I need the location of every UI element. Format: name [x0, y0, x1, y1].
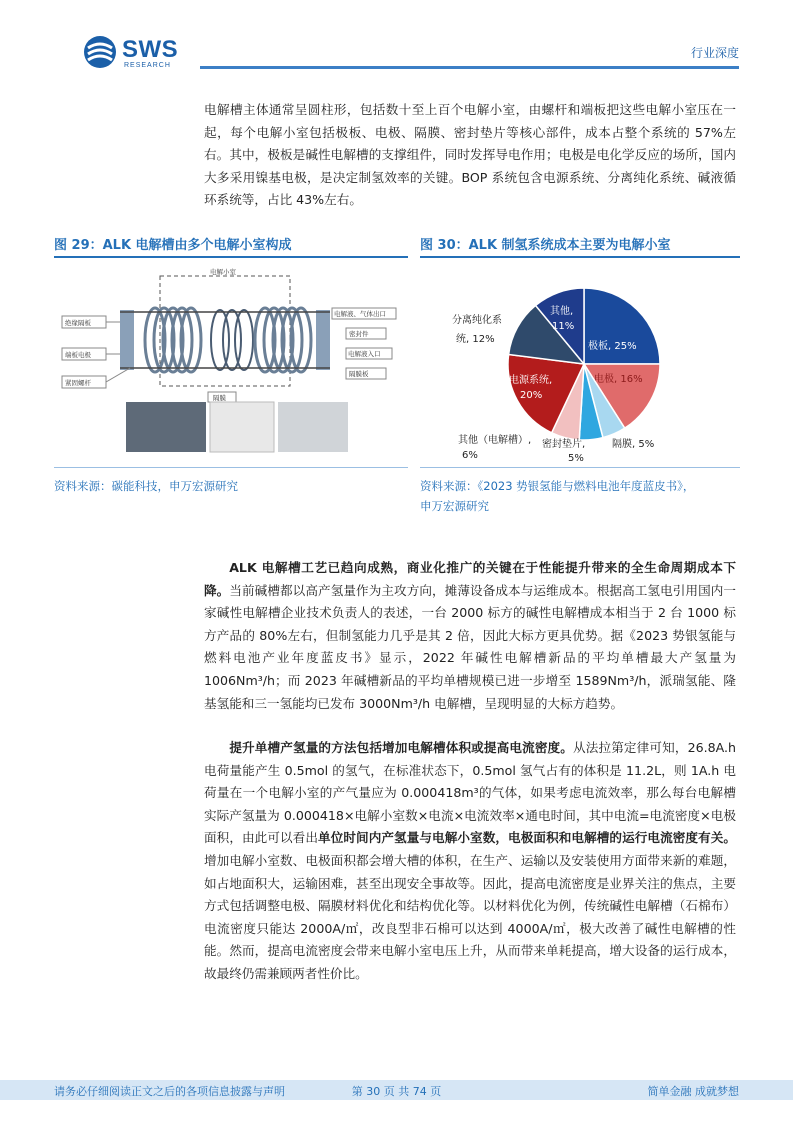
svg-text:隔膜板: 隔膜板	[349, 370, 369, 378]
slice-label-qita-djc-2: 6%	[462, 450, 478, 461]
footer-page-number: 第 30 页 共 74 页	[351, 1085, 442, 1098]
figure-29-bottom-rule	[54, 467, 408, 468]
sws-logo	[82, 34, 192, 74]
paragraph-current-density-lead: 提升单槽产氢量的方法包括增加电解槽体积或提高电流密度。	[229, 740, 574, 755]
svg-text:电解液入口: 电解液入口	[348, 350, 381, 358]
footer-slogan: 简单金融 成就梦想	[647, 1085, 739, 1098]
slice-label-jiban: 极板, 25%	[588, 341, 637, 352]
svg-text:密封件: 密封件	[349, 330, 369, 338]
stack-center	[211, 310, 253, 370]
figure-30-source	[420, 476, 720, 516]
sws-logo-icon	[82, 34, 118, 70]
slice-label-dianji: 电极, 16%	[594, 374, 643, 385]
report-category: 行业深度	[690, 46, 739, 60]
intro-paragraph: 电解槽主体通常呈圆柱形，包括数十至上百个电解小室，由螺杆和端板把这些电解小室压在一起，每个电解小室包括极板、电极、隔膜、密封垫片等核心部件，成本占整个系统的 57%左右。其中，极板是碱性电解槽的支撑组件，同时发挥导电作用；电极是电化学反应的场所，国内大多采用镍基电极，是决定制氢效率的关键。BOP 系统包含电源系统、分离纯化系统、碱液循环系统等，占比 43%左右。	[204, 102, 736, 208]
paragraph-current-density-emphasis: 单位时间内产氢量与电解小室数，电极面积和电解槽的运行电流密度有关。	[318, 830, 737, 846]
figure-29-title: 图 29：ALK 电解槽由多个电解小室构成	[54, 238, 292, 253]
svg-text:电解液、气体出口: 电解液、气体出口	[334, 310, 386, 318]
left-end-plate	[120, 310, 134, 370]
figure-29-source: 资料来源：碳能科技，申万宏源研究	[54, 479, 238, 493]
pie-slices	[508, 288, 660, 440]
svg-text:端板电极: 端板电极	[65, 351, 91, 359]
figure-30-source-line-2: 申万宏源研究	[420, 499, 489, 513]
cell-label: 电解小室	[210, 268, 236, 276]
paragraph-alk-maturity-lead: ALK 电解槽工艺已趋向成熟，商业化推广的关键在于性能提升带来的全生命周期成本下降。	[204, 560, 736, 598]
micro-image-center	[210, 402, 274, 452]
right-end-plate	[316, 310, 330, 370]
slice-label-mifeng-2: 5%	[568, 453, 584, 462]
figure-30-title: 图 30：ALK 制氢系统成本主要为电解小室	[420, 238, 671, 253]
figure-29-top-rule	[54, 256, 408, 258]
paragraph-alk-maturity-body: 当前碱槽都以高产氢量作为主攻方向，摊薄设备成本与运维成本。根据高工氢电引用国内一家碱性电解槽企业技术负责人的表述，一台 2000 标方的碱性电解槽成本相当于 2 台 1000 标方产品的 80%左右，但制氢能力几乎是其 2 倍，因此大标方更具优势。据《2023 势银氢能与燃料电池产业年度蓝皮书》显示，2022 年碱性电解槽新品的平均单槽最大产氢量为 1006Nm³/h；而 2023 年碱槽新品的平均单槽规模已进一步增至 1589Nm³/h，派瑞氢能、隆基氢能和三一氢能均已发布 3000Nm³/h 电解槽，呈现明显的大标方趋势。	[204, 582, 737, 711]
cost-pie-chart	[420, 262, 740, 462]
figure-30-top-rule	[420, 256, 740, 258]
paragraph-current-density-body-2: 增加电解小室数、电极面积都会增大槽的体积，在生产、运输以及安装使用方面带来新的难题，如占地面积大，运输困难，甚至出现安全事故等。因此，提高电流密度是业界关注的焦点，主要方式包括调整电极、隔膜材料优化和结构优化等。以材料优化为例，传统碱性电解槽（石棉布）电流密度只能达 2000A/㎡，改良型非石棉可以达到 4000A/㎡，极大改善了碱性电解槽的性能。然而，提高电流密度会带来电解小室电压上升，从而带来单耗提高，增大设备的运行成本，故最终仍需兼顾两者性价比。	[204, 852, 736, 981]
micro-image-left	[126, 402, 206, 452]
slice-label-qita-2: 11%	[552, 321, 575, 332]
figure-30-source-line-1: 资料来源：《2023 势银氢能与燃料电池年度蓝皮书》，	[420, 479, 695, 493]
stack-right	[255, 308, 311, 372]
slice-label-qita-1: 其他,	[550, 306, 574, 317]
pie-slice-0	[584, 288, 660, 364]
slice-label-qita-djc-1: 其他（电解槽）,	[458, 435, 532, 446]
right-callouts	[332, 308, 396, 379]
slice-label-dianyuan-2: 20%	[520, 390, 543, 401]
slice-label-fenli-1: 分离纯化系	[452, 315, 502, 326]
figure-30-bottom-rule	[420, 467, 740, 468]
page-header	[0, 0, 793, 80]
electrolyzer-diagram	[60, 268, 400, 458]
logo-text: SWS	[122, 36, 179, 63]
slice-label-fenli-2: 统, 12%	[456, 334, 495, 345]
header-divider	[200, 66, 739, 69]
paragraph-current-density	[204, 737, 736, 986]
svg-text:隔膜: 隔膜	[213, 394, 226, 402]
left-callouts	[62, 316, 130, 388]
svg-text:绝缘隔板: 绝缘隔板	[65, 319, 91, 327]
slice-label-mifeng-1: 密封垫片,	[542, 439, 586, 450]
micro-image-right	[278, 402, 348, 452]
svg-text:紧固螺杆: 紧固螺杆	[65, 379, 91, 387]
logo-subtext: RESEARCH	[124, 62, 171, 69]
footer-disclaimer: 请务必仔细阅读正文之后的各项信息披露与声明	[54, 1085, 285, 1098]
stack-left	[145, 308, 201, 372]
slice-label-gemo: 隔膜, 5%	[612, 439, 655, 450]
slice-label-dianyuan-1: 电源系统,	[509, 375, 553, 386]
paragraph-alk-maturity	[204, 557, 736, 715]
paragraph-current-density-body-1: 从法拉第定律可知，26.8A.h 电荷量能产生 0.5mol 的氢气，在标准状态下，0.5mol 氢气占有的体积是 11.2L，则 1A.h 电荷量在一个电解小室的产气量应为 0.000418m³的气体，如果考虑电流效率，那么每台电解槽实际产氢量为 0.000418×电解小室数×电流×电流效率×通电时间，其中电流=电流密度×电极面积，由此可以看出	[204, 740, 736, 846]
